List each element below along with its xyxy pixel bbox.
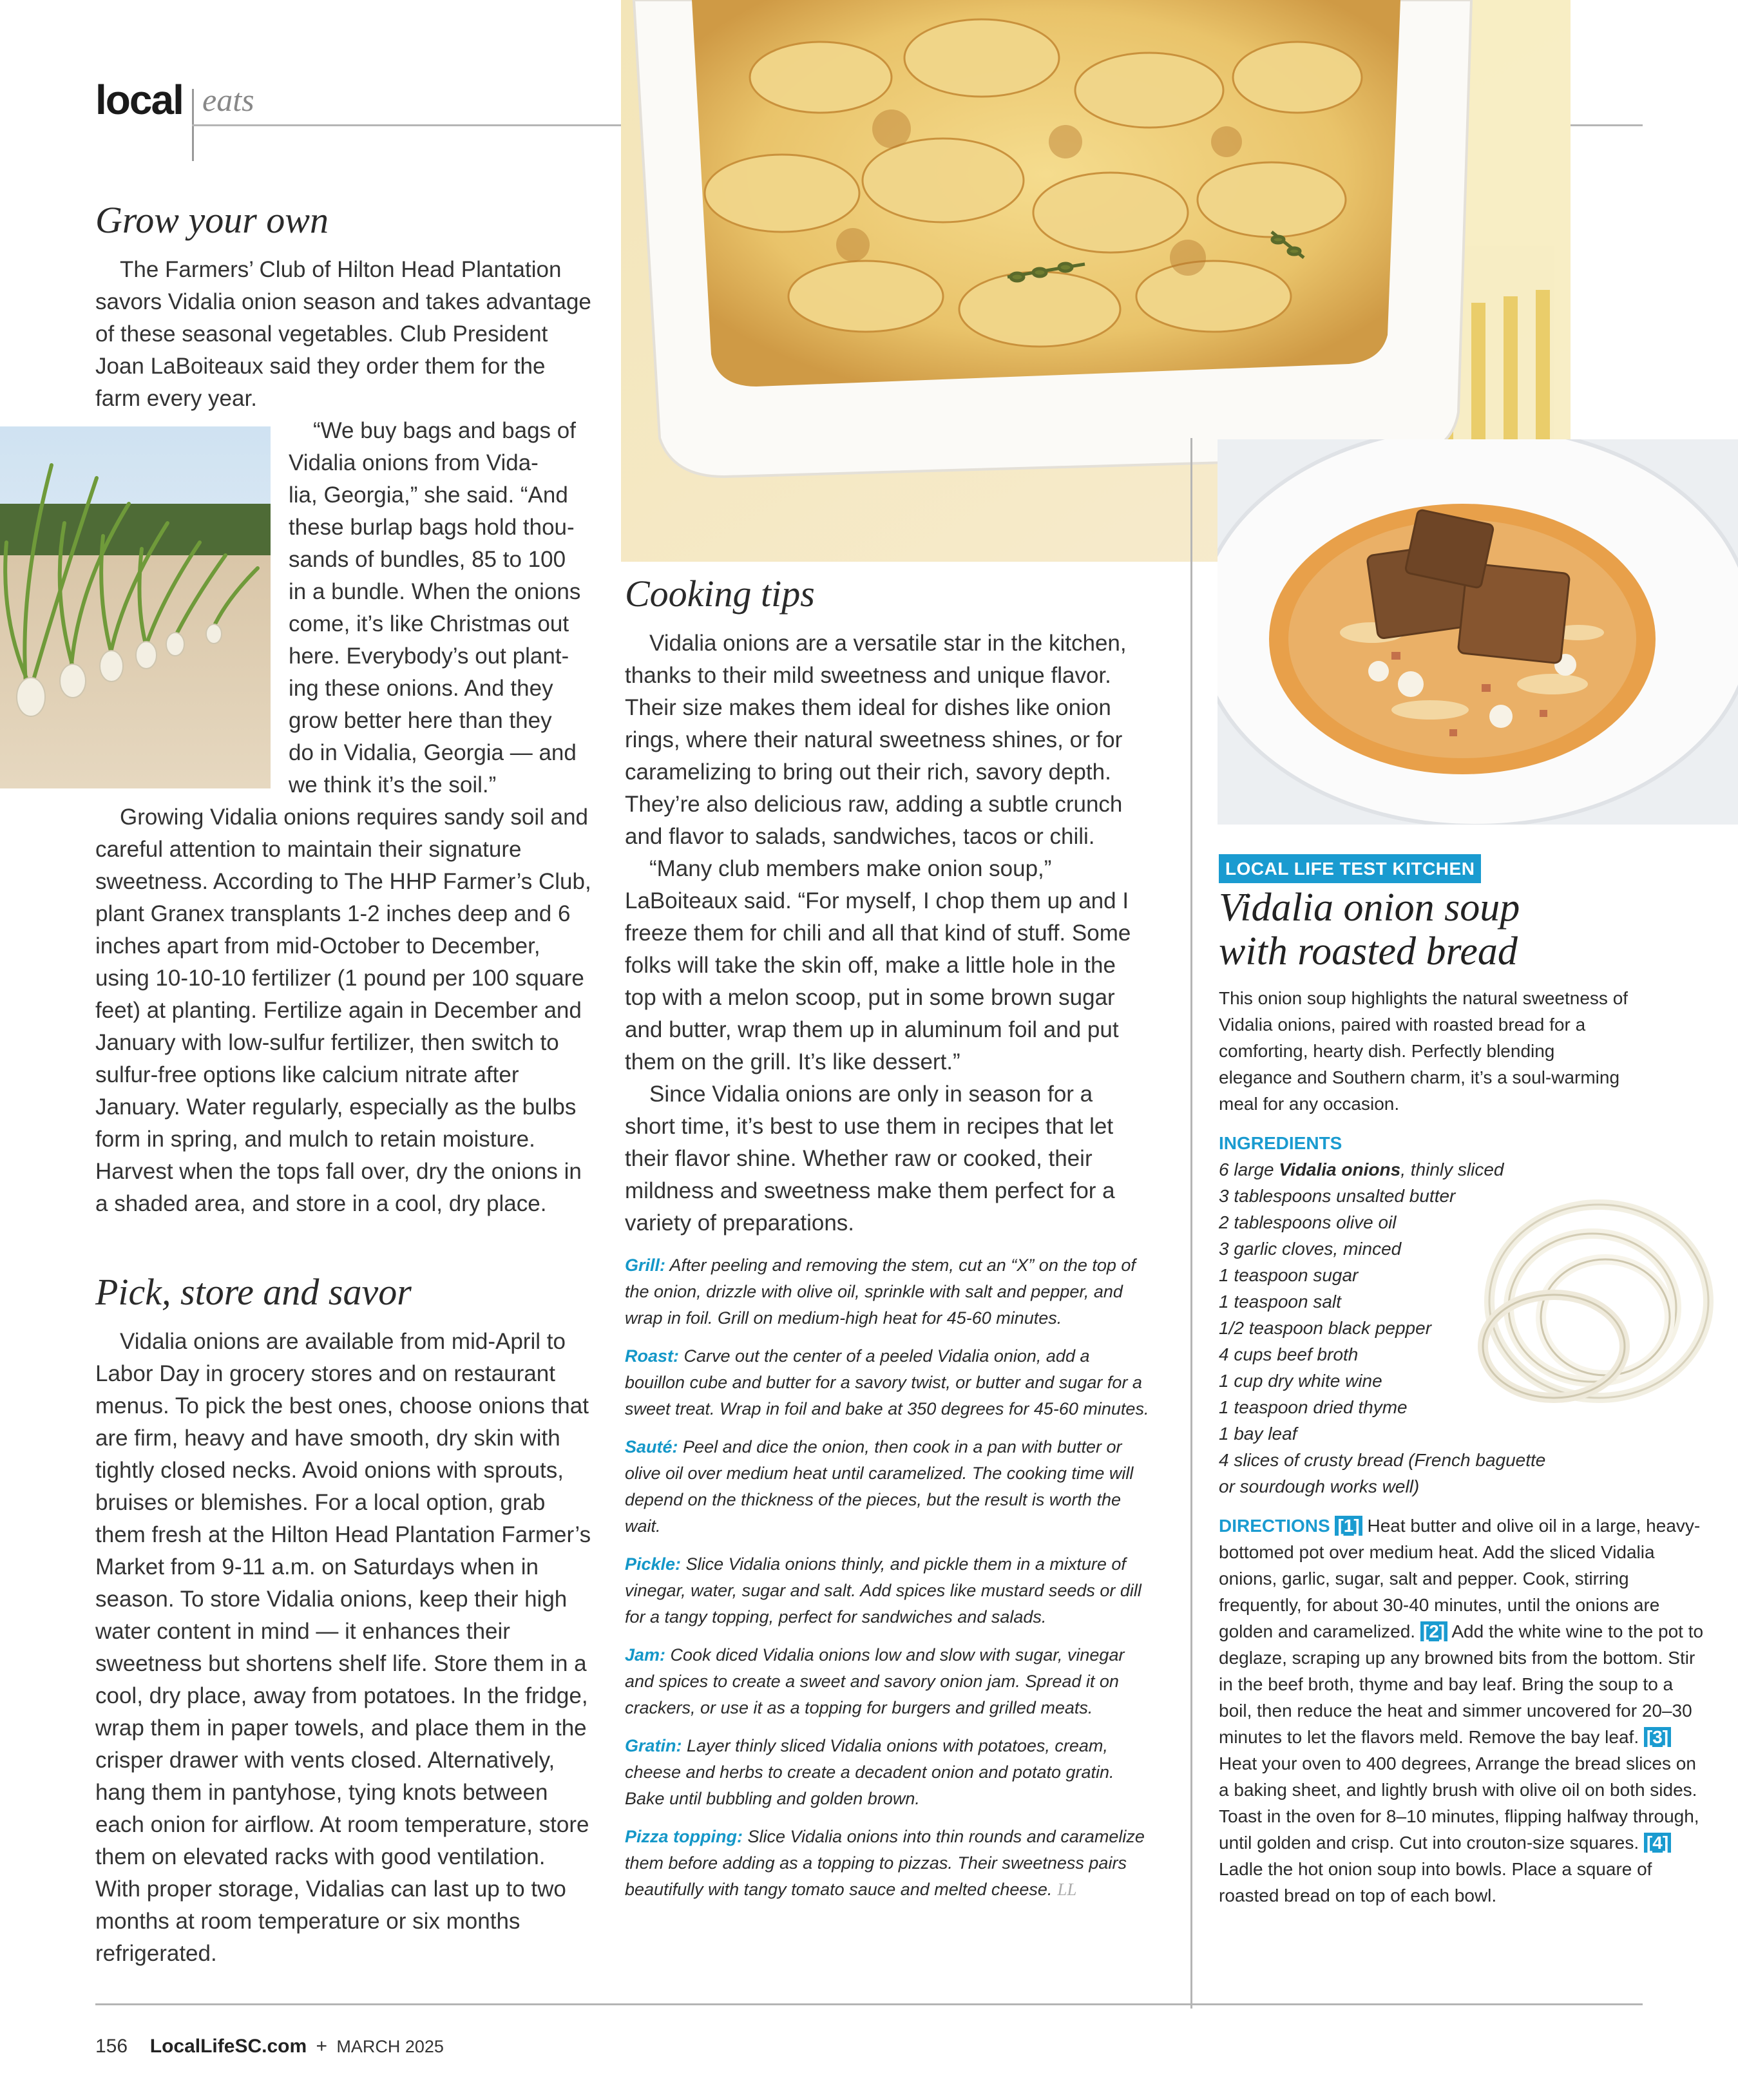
cooking-tip [625, 1252, 1153, 1332]
tip-text: Cook diced Vidalia onions low and slow with sugar, vinegar and spices to create a sweet and savory onion jam. Spread it on crackers, or use it as a topping for burgers and grilled meats. [625, 1645, 1125, 1717]
step-number: [1] [1335, 1516, 1362, 1536]
grow-p1: The Farmers’ Club of Hilton Head Plantation savors Vidalia onion season and takes advantage of these seasonal vegetables. Club President Joan LaBoiteaux said they order them for the farm every year. [95, 257, 591, 411]
brand-logo: local [95, 77, 183, 123]
tip-label: Pickle: [625, 1554, 682, 1574]
grow-growing-paragraph [95, 801, 591, 1220]
quote-line: in a bundle. When the onions [289, 579, 581, 604]
quote-line: these burlap bags hold thou- [289, 515, 575, 540]
cooking-tip [625, 1343, 1153, 1422]
cooking-paragraphs [625, 627, 1140, 1239]
footer-rule [95, 2003, 1643, 2005]
cooking-tips-list [625, 1252, 1153, 1914]
footer [95, 2036, 444, 2057]
onion-field-image [0, 426, 271, 788]
tip-label: Roast: [625, 1346, 680, 1366]
quote-line: here. Everybody’s out plant- [289, 644, 569, 669]
ingredient-item: 1 bay leaf [1219, 1424, 1297, 1444]
quote-line: “We buy bags and bags of [313, 418, 576, 443]
quote-line: grow better here than they [289, 708, 552, 733]
test-kitchen-badge: LOCAL LIFE TEST KITCHEN [1219, 854, 1481, 883]
cooking-p2: “Many club members make onion soup,” LaBoiteaux said. “For myself, I chop them up and I freeze them for chili and all that kind of stuff. Some folks will take the skin off, make a little hole in the top with a melon scoop, put in some brown sugar and butter, wrap them up in aluminum foil and put them on the grill. It’s like dessert.” [625, 856, 1131, 1074]
header-rule-right [1571, 124, 1643, 126]
grow-quote-block [289, 415, 598, 801]
grow-p3: Growing Vidalia onions requires sandy soil and careful attention to maintain their signature sweetness. According to The HHP Farmer’s Club, plant Granex transplants 1-2 inches deep and 6 inches apart from mid-October to December, using 10-10-10 fertilizer (1 pound per 100 square feet) at planting. Fertilize again in December and January with low-sulfur fertilizer, then switch to sulfur-free options like calcium nitrate after January. Water regularly, especially as the bulbs form in spring, and mulch to retain moisture. Harvest when the tops fall over, dry the onions in a shaded area, and store in a cool, dry place. [95, 805, 591, 1216]
step-text: Heat your oven to 400 degrees, Arrange the bread slices on a baking sheet, and lightly brush with olive oil on both sides. Toast in the oven for 8–10 minutes, flipping halfway through, until golden and crisp. Cut into crouton-size squares. [1219, 1753, 1699, 1853]
quote-line: ing these onions. And they [289, 676, 553, 701]
ingredients-heading: INGREDIENTS [1219, 1133, 1342, 1153]
section-label: eats [202, 82, 254, 118]
cooking-tip [625, 1733, 1153, 1812]
tip-text: After peeling and removing the stem, cut an “X” on the top of the onion, drizzle with olive oil, sprinkle with salt and pepper, and wrap in foil. Grill on medium-high heat for 45-60 minutes. [625, 1255, 1136, 1328]
cooking-p3: Since Vidalia onions are only in season for a short time, it’s best to use them in recipes that let their flavor shine. Whether raw or cooked, their mildness and sweetness make them perfect for a variety of preparations. [625, 1082, 1115, 1236]
directions-paragraph [1219, 1513, 1708, 1909]
cooking-tip [625, 1642, 1153, 1721]
tip-text: Slice Vidalia onions into thin rounds and caramelize them before adding as a topping to pizzas. Their sweetness pairs beautifully with tangy tomato sauce and melted cheese. [625, 1827, 1145, 1899]
heading-grow-your-own: Grow your own [95, 199, 329, 241]
step-number: [3] [1644, 1727, 1671, 1747]
quote-line: sands of bundles, 85 to 100 [289, 547, 566, 572]
footer-separator: + [316, 2036, 328, 2057]
onion-rings-image [1457, 1179, 1728, 1449]
pick-paragraph [95, 1326, 591, 1970]
tip-text: Slice Vidalia onions thinly, and pickle them in a mixture of vinegar, water, sugar and salt. Add spices like mustard seeds or dill for a tangy topping, perfect for sandwiches and salads. [625, 1554, 1141, 1627]
tip-text: Layer thinly sliced Vidalia onions with potatoes, cream, cheese and herbs to create a decadent onion and potato gratin. Bake until bubbling and golden brown. [625, 1736, 1114, 1808]
cooking-tip [625, 1824, 1153, 1903]
recipe-title: Vidalia onion soup with roasted bread [1219, 886, 1520, 973]
grow-intro-paragraph [95, 254, 591, 415]
page-number: 156 [95, 2036, 128, 2057]
heading-cooking-tips: Cooking tips [625, 573, 815, 615]
ingredient-item: 1 teaspoon salt [1219, 1292, 1341, 1312]
signoff: LL [1057, 1880, 1077, 1899]
quote-line: lia, Georgia,” she said. “And [289, 482, 568, 508]
pick-p1: Vidalia onions are available from mid-April to Labor Day in grocery stores and on restaurant menus. To pick the best ones, choose onions that are firm, heavy and have smooth, dry skin with tightly closed necks. Avoid onions with sprouts, bruises or blemishes. For a local option, grab them fresh at the Hilton Head Plantation Farmer’s Market from 9-11 a.m. on Saturdays when in season. To store Vidalia onions, keep their high water content in mind — it enhances their sweetness but shortens shelf life. Store them in a cool, dry place, away from potatoes. In the fridge, wrap them in paper towels, and place them in the crisper drawer with vents closed. Alternatively, hang them in pantyhose, tying knots between each onion for airflow. At room temperature, store them on elevated racks with good ventilation. With proper storage, Vidalias can last up to two months at room temperature or six months refrigerated. [95, 1329, 591, 1966]
cooking-p1: Vidalia onions are a versatile star in the kitchen, thanks to their mild sweetness and unique flavor. Their size makes them ideal for dishes like onion rings, where their natural sweetness shines, or for caramelizing to bring out their rich, savory depth. They’re also delicious raw, adding a subtle crunch and flavor to salads, sandwiches, tacos or chili. [625, 631, 1127, 849]
cooking-tip [625, 1434, 1153, 1540]
cooking-tip [625, 1551, 1153, 1630]
column-divider [1190, 438, 1192, 2009]
tip-label: Grill: [625, 1255, 666, 1275]
tip-label: Jam: [625, 1645, 666, 1665]
tip-label: Pizza topping: [625, 1827, 743, 1846]
tip-label: Gratin: [625, 1736, 682, 1755]
step-number: [4] [1644, 1833, 1671, 1853]
step-text: Ladle the hot onion soup into bowls. Place a square of roasted bread on top of each bowl. [1219, 1859, 1652, 1905]
directions-heading: DIRECTIONS [1219, 1516, 1330, 1536]
heading-pick-store-savor: Pick, store and savor [95, 1271, 412, 1313]
tip-text: Carve out the center of a peeled Vidalia onion, add a bouillon cube and butter for a savory twist, or butter and sugar for a sweet treat. Wrap in foil and bake at 350 degrees for 45-60 minutes. [625, 1346, 1149, 1418]
step-text: Heat butter and olive oil in a large, heavy-bottomed pot over medium heat. Add the sliced Vidalia onions, garlic, sugar, salt and pepper. Cook, stirring frequently, for about 30-40 minutes, until the onions are golden and caramelized. [1219, 1516, 1701, 1641]
quote-line: come, it’s like Christmas out [289, 611, 569, 636]
ingredient-item: 4 slices of crusty bread (French baguette [1219, 1450, 1546, 1470]
ingredient-item: 4 cups beef broth [1219, 1344, 1359, 1364]
ingredient-item: 2 tablespoons olive oil [1219, 1212, 1397, 1232]
soup-bowl-image [1218, 439, 1738, 825]
quote-line: Vidalia onions from Vida- [289, 450, 539, 475]
ingredient-item: 3 garlic cloves, minced [1219, 1239, 1402, 1259]
ingredient-item: 1 cup dry white wine [1219, 1371, 1382, 1391]
ingredient-item: 1/2 teaspoon black pepper [1219, 1318, 1432, 1338]
site-link[interactable]: LocalLifeSC.com [149, 2036, 307, 2057]
ingredient-item: or sourdough works well) [1219, 1476, 1420, 1496]
grow-quote-lines [289, 415, 598, 801]
step-number: [2] [1420, 1621, 1447, 1641]
recipe-intro: This onion soup highlights the natural sweetness of Vidalia onions, paired with roasted bread for a comforting, hearty dish. Perfectly blending elegance and Southern charm, it’s a soul-warming meal for any occasion. [1219, 988, 1628, 1114]
quote-line: we think it’s the soil.” [289, 772, 497, 797]
step-text: Add the white wine to the pot to deglaze, scraping up any browned bits from the bottom. Stir in the beef broth, thyme and bay leaf. Bring the soup to a boil, then reduce the heat and simmer uncovered for 20–30 minutes to let the flavors meld. Remove the bay leaf. [1219, 1621, 1704, 1747]
header-rule-left [192, 124, 622, 126]
quote-line: do in Vidalia, Georgia — and [289, 740, 577, 765]
tip-text: Peel and dice the onion, then cook in a pan with butter or olive oil over medium heat until caramelized. The cooking time will depend on the thickness of the pieces, but the result is worth the wait. [625, 1437, 1134, 1536]
issue-date: MARCH 2025 [336, 2037, 444, 2056]
tip-label: Sauté: [625, 1437, 678, 1456]
ingredient-item: 3 tablespoons unsalted butter [1219, 1186, 1456, 1206]
ingredient-item: 6 large Vidalia onions, thinly sliced [1219, 1160, 1504, 1179]
ingredient-item: 1 teaspoon dried thyme [1219, 1397, 1408, 1417]
ingredient-item: 1 teaspoon sugar [1219, 1265, 1359, 1285]
